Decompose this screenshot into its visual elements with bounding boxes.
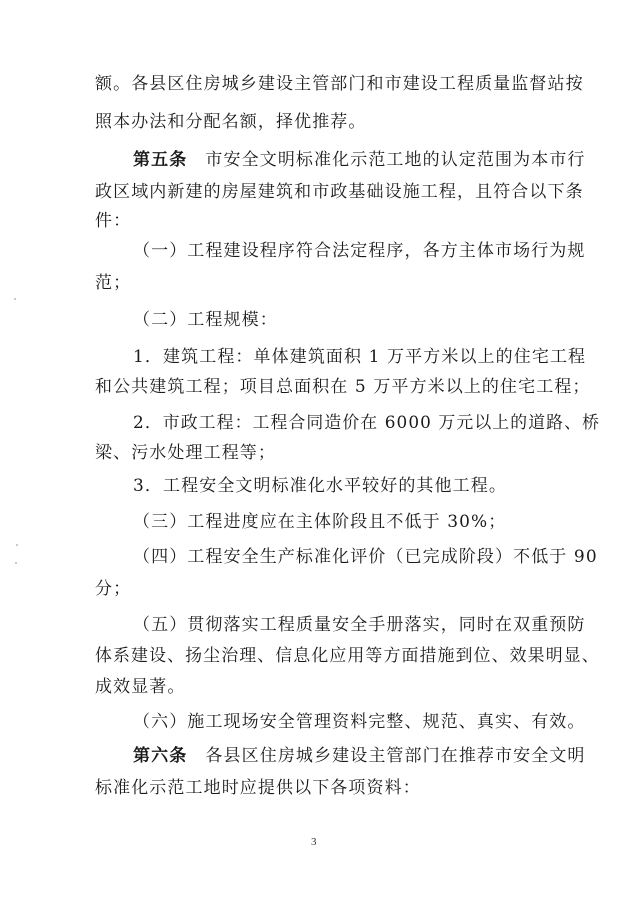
text-line-20: （六）施工现场安全管理资料完整、规范、真实、有效。 bbox=[133, 712, 586, 732]
text-line-13: 3．工程安全文明标准化水平较好的其他工程。 bbox=[133, 476, 507, 496]
text-line-19: 成效显著。 bbox=[95, 677, 186, 697]
article-6-text: 各县区住房城乡建设主管部门在推荐市安全文明 bbox=[205, 746, 586, 766]
text-line-1: 额。各县区住房城乡建设主管部门和市建设工程质量监督站按 bbox=[95, 74, 584, 94]
text-line-17: （五）贯彻落实工程质量安全手册落实，同时在双重预防 bbox=[133, 615, 586, 635]
text-line-18: 体系建设、扬尘治理、信息化应用等方面措施到位、效果明显、 bbox=[95, 646, 600, 666]
text-line-9: 1．建筑工程：单体建筑面积 1 万平方米以上的住宅工程 bbox=[133, 347, 587, 367]
text-line-11: 2．市政工程：工程合同造价在 6000 万元以上的道路、桥 bbox=[133, 413, 601, 433]
text-line-14: （三）工程进度应在主体阶段且不低于 30%； bbox=[133, 512, 507, 532]
text-line-15: （四）工程安全生产标准化评价（已完成阶段）不低于 90 bbox=[133, 547, 598, 567]
scan-speck bbox=[14, 298, 16, 300]
text-line-7: 范； bbox=[95, 273, 132, 293]
scan-speck bbox=[16, 544, 18, 546]
article-5-first-line bbox=[133, 149, 586, 171]
article-5-text: 市安全文明标准化示范工地的认定范围为本市行 bbox=[205, 150, 586, 170]
scan-speck bbox=[15, 562, 17, 564]
text-line-6: （一）工程建设程序符合法定程序，各方主体市场行为规 bbox=[133, 241, 586, 261]
text-line-16: 分； bbox=[95, 579, 132, 599]
text-line-8: （二）工程规模： bbox=[133, 310, 278, 330]
text-line-12: 梁、污水处理工程等； bbox=[95, 443, 276, 463]
text-line-10: 和公共建筑工程；项目总面积在 5 万平方米以上的住宅工程； bbox=[95, 377, 591, 397]
text-line-5: 件： bbox=[95, 211, 132, 231]
text-line-2: 照本办法和分配名额，择优推荐。 bbox=[95, 112, 367, 132]
page-number: 3 bbox=[311, 836, 317, 848]
article-6-first-line bbox=[133, 745, 586, 767]
article-5-heading: 第五条 bbox=[133, 150, 188, 170]
text-line-22: 标准化示范工地时应提供以下各项资料： bbox=[95, 778, 421, 798]
article-6-heading: 第六条 bbox=[133, 746, 188, 766]
text-line-4: 政区域内新建的房屋建筑和市政基础设施工程，且符合以下条 bbox=[95, 182, 584, 202]
